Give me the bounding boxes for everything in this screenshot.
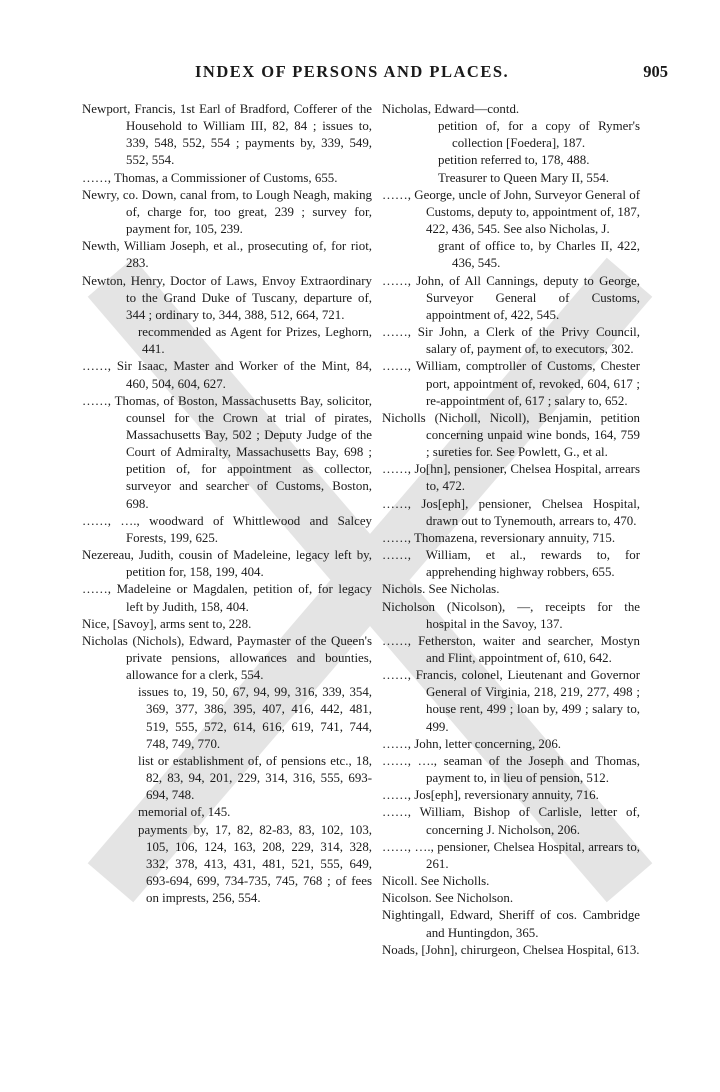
- index-entry: Noads, [John], chirurgeon, Chelsea Hospital, 613.: [382, 942, 640, 957]
- index-entry: ……, Jos[eph], reversionary annuity, 716.: [382, 788, 599, 803]
- index-entry: ……, Sir John, a Clerk of the Privy Council, salary of, payment of, to executors, 302.: [382, 325, 640, 357]
- index-entry: ……, John, letter concerning, 206.: [382, 736, 561, 751]
- index-subentry: list or establishment of, of pensions etc., 18, 82, 83, 94, 201, 229, 314, 316, 555, 693-694, 748.: [138, 753, 372, 803]
- index-entry: Nichols. See Nicholas.: [382, 582, 500, 597]
- index-entry: Newport, Francis, 1st Earl of Bradford, Cofferer of the Household to William III, 82, 84 ; issues to, 339, 548, 552, 554 ; payments by, 339, 549, 552, 554.: [82, 102, 372, 168]
- page-header: [0, 62, 720, 86]
- index-entry: Newth, William Joseph, et al., prosecuting of, for riot, 283.: [82, 239, 372, 271]
- index-entry: ……, …., pensioner, Chelsea Hospital, arrears to, 261.: [382, 839, 640, 871]
- page-number: 905: [643, 62, 668, 81]
- index-entry: Newton, Henry, Doctor of Laws, Envoy Extraordinary to the Grand Duke of Tuscany, departure of, 344 ; ordinary to, 344, 388, 512, 664, 721.: [82, 273, 372, 322]
- index-entry: Newry, co. Down, canal from, to Lough Neagh, making of, charge for, too great, 239 ; survey for, payment for, 105, 239.: [82, 187, 372, 237]
- index-entry: ……, …., woodward of Whittlewood and Salcey Forests, 199, 625.: [82, 513, 372, 545]
- running-title: INDEX OF PERSONS AND PLACES.: [195, 62, 510, 81]
- index-entry: Nicolson. See Nicholson.: [382, 891, 514, 906]
- index-subentry: issues to, 19, 50, 67, 94, 99, 316, 339, 354, 369, 377, 386, 395, 407, 416, 442, 481, 519, 555, 572, 614, 616, 619, 741, 744, 748, 749, 770.: [138, 685, 372, 751]
- index-subentry: grant of office to, by Charles II, 422, 436, 545.: [438, 239, 640, 271]
- index-subentry: petition referred to, 178, 488.: [438, 153, 590, 168]
- index-entry: Nicholls (Nicholl, Nicoll), Benjamin, petition concerning unpaid wine bonds, 164, 759 ; sureties for. See Powlett, G., et al.: [382, 410, 640, 460]
- index-entry: Nicholson (Nicolson), —, receipts for the hospital in the Savoy, 137.: [382, 599, 640, 631]
- index-entry: Nightingall, Edward, Sheriff of cos. Cambridge and Huntingdon, 365.: [382, 908, 640, 940]
- index-entry: ……, William, Bishop of Carlisle, letter of, concerning J. Nicholson, 206.: [382, 805, 640, 837]
- index-entry: ……, Madeleine or Magdalen, petition of, for legacy left by Judith, 158, 404.: [82, 582, 372, 614]
- index-entry: ……, Francis, colonel, Lieutenant and Governor General of Virginia, 218, 219, 277, 498 ; house rent, 499 ; loan by, 499 ; salary to, 499.: [382, 668, 640, 734]
- index-entry: Nicholas (Nichols), Edward, Paymaster of the Queen's private pensions, allowances and bounties, allowance for a clerk, 554.: [82, 633, 372, 683]
- index-entry: ……, William, comptroller of Customs, Chester port, appointment of, revoked, 604, 617 ; re-appointment of, 617 ; salary to, 652.: [382, 359, 640, 408]
- index-entry: Nice, [Savoy], arms sent to, 228.: [82, 616, 252, 631]
- index-entry: Nicoll. See Nicholls.: [382, 874, 490, 889]
- index-subentry: petition of, for a copy of Rymer's collection [Foedera], 187.: [438, 119, 640, 151]
- index-entry: ……, Jos[eph], pensioner, Chelsea Hospital, drawn out to Tynemouth, arrears to, 470.: [382, 496, 640, 528]
- index-entry: ……, Thomazena, reversionary annuity, 715.: [382, 530, 616, 545]
- index-entry: ……, Jo[hn], pensioner, Chelsea Hospital, arrears to, 472.: [382, 462, 640, 494]
- index-entry: ……, George, uncle of John, Surveyor General of Customs, deputy to, appointment of, 187, 422, 436, 545. See also Nicholas, J.: [382, 187, 640, 237]
- index-entry: Nezereau, Judith, cousin of Madeleine, legacy left by, petition for, 158, 199, 404.: [82, 548, 372, 580]
- index-column-left: [82, 101, 372, 907]
- index-entry: ……, …., seaman of the Joseph and Thomas, payment to, in lieu of pension, 512.: [382, 753, 640, 786]
- index-entry: ……, John, of All Cannings, deputy to George, Surveyor General of Customs, appointment of, 422, 545.: [382, 273, 640, 322]
- index-subentry: payments by, 17, 82, 82-83, 83, 102, 103, 105, 106, 124, 163, 208, 229, 314, 328, 332, 378, 413, 431, 481, 521, 555, 649, 693-694, 699, 734-735, 745, 768 ; of fees on imprests, 256, 554.: [138, 822, 372, 906]
- index-entry: ……, Sir Isaac, Master and Worker of the Mint, 84, 460, 504, 604, 627.: [82, 359, 372, 391]
- index-entry: ……, William, et al., rewards to, for apprehending highway robbers, 655.: [382, 548, 640, 580]
- index-entry: ……, Fetherston, waiter and searcher, Mostyn and Flint, appointment of, 610, 642.: [382, 633, 640, 665]
- index-entry: ……, Thomas, a Commissioner of Customs, 655.: [82, 170, 338, 185]
- index-entry: Nicholas, Edward—contd.: [382, 102, 520, 116]
- index-subentry: recommended as Agent for Prizes, Leghorn, 441.: [138, 325, 372, 357]
- index-column-right: [382, 101, 640, 959]
- index-entry: ……, Thomas, of Boston, Massachusetts Bay, solicitor, counsel for the Crown at trial of pirates, Massachusetts Bay, 502 ; Deputy Judge of the Court of Admiralty, Massachusetts Bay, 698 ; petition of, for appointment as collector, surveyor and searcher of Customs, Boston, 698.: [82, 393, 372, 511]
- index-subentry: memorial of, 145.: [138, 805, 231, 820]
- index-subentry: Treasurer to Queen Mary II, 554.: [438, 170, 609, 185]
